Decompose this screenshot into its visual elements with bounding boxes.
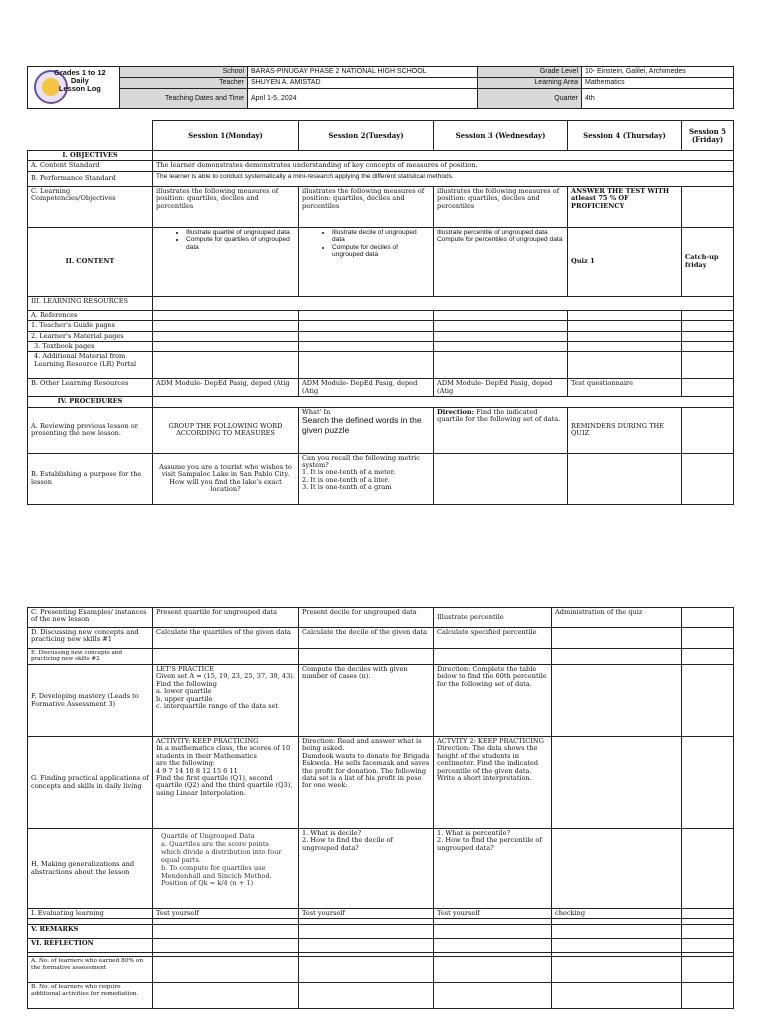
applications-session-1: ACTIVITY: KEEP PRACTICING In a mathematics class, the scores of 10 students in their Mathematics are the following: 4 9 7 14 10 8 12 15 6 11 Find the first quartile (Q1), second quartile (Q2) and the third quartile (Q3), using Linear Interpolation. [153, 737, 299, 829]
content-standard-text: The learner demonstrates demonstrates understanding of key concepts of measures of position. [153, 161, 734, 171]
discussing-1-label: D. Discussing new concepts and practicing new skills #1 [28, 628, 153, 649]
learning-area-value: Mathematics [582, 78, 734, 89]
other-resource-1: ADM Module- DepEd Pasig, deped (Atig [153, 379, 299, 397]
content-heading: II. CONTENT [28, 227, 153, 296]
textbook-label: 3. Textbook pages [28, 341, 153, 351]
learning-area-label: Learning Area [478, 78, 582, 89]
content-session-2 [299, 227, 434, 296]
lesson-table-bottom [27, 607, 734, 1009]
remarks-heading: V. REMARKS [28, 925, 153, 939]
resources-heading: III. LEARNING RESOURCES [28, 296, 153, 310]
review-3-text: Find the indicated quartile for the following set of data. [437, 407, 561, 423]
mastery-session-3: Direction: Complete the table below to find the 60th percentile for the following set of data. [434, 665, 552, 737]
grade-level-value: 10- Einstein, Galilei, Archimedes [582, 67, 734, 78]
evaluating-session-1: Test yourself [153, 909, 299, 919]
teacher-value: SHUYEN A. AMISTAD [248, 78, 478, 89]
evaluating-label: I. Evaluating learning [28, 909, 153, 919]
discussing-1-session-1: Calculate the quartiles of the given data [153, 628, 299, 649]
competency-session-4: ANSWER THE TEST WITH atleast 75 % OF PROFICIENCY [568, 186, 682, 227]
teachers-guide-label: 1. Teacher's Guide pages [28, 321, 153, 331]
review-2-text: Search the defined words in the given puzzle [302, 415, 422, 435]
discussing-1-session-2: Calculate the decile of the given data [299, 628, 434, 649]
objectives-heading: I. OBJECTIVES [28, 151, 153, 161]
dates-label: Teaching Dates and Time [120, 89, 248, 109]
school-value: BARAS-PINUGAY PHASE 2 NATIONAL HIGH SCHOOL [248, 67, 478, 78]
deped-logo [28, 67, 120, 109]
school-label: School [120, 67, 248, 78]
session-4-header: Session 4 (Thursday) [568, 121, 682, 151]
content-1-item: • Illustrate quartile of ungrouped data [186, 229, 295, 237]
evaluating-session-3: Test yourself [434, 909, 552, 919]
quartile-definition-image: Quartile of Ungrouped Data a. Quartiles are the score points which divide a distribution into four equal parts. b. To compute for quartiles use Mendenhall and Sincich Method. Position of Qk = k/4 (n + 1) [153, 829, 299, 909]
session-5-header: Session 5 (Friday) [682, 121, 734, 151]
reflection-a-label: A. No. of learners who earned 80% on the formative assessment [28, 957, 153, 983]
review-session-2 [299, 407, 434, 453]
content-2-item: • Compute for deciles of ungrouped data [332, 244, 430, 259]
competencies-label: C. Learning Competencies/Objectives [28, 186, 153, 227]
presenting-session-2: Present decile for ungrouped data [299, 608, 434, 628]
presenting-session-1: Present quartile for ungrouped data [153, 608, 299, 628]
references-label: A. References [28, 310, 153, 320]
quarter-value: 4th [582, 89, 734, 109]
purpose-session-2: Can you recall the following metric system? 1. It is one-tenth of a meter. 2. It is one-tenth of a liter. 3. It is one-tenth of a gram [299, 453, 434, 504]
competency-session-2: illustrates the following measures of position: quartiles, deciles and percentiles [299, 186, 434, 227]
applications-session-3: ACTVITY 2: KEEP PRACTICING Direction: The data shows the height of the students in centimeter. Find the indicated percentile of the given data. Write a short interpretation. [434, 737, 552, 829]
generalizations-session-2: 1. What is decile? 2. How to find the decile of ungrouped data? [299, 829, 434, 909]
other-resource-4: Test questionnaire [568, 379, 682, 397]
content-session-4: Quiz 1 [568, 227, 682, 296]
competency-session-1: illustrates the following measures of position: quartiles, deciles and percentiles [153, 186, 299, 227]
header-table [27, 66, 734, 109]
session-3-header: Session 3 (Wednesday) [434, 121, 568, 151]
dates-value: April 1-5, 2024 [248, 89, 478, 109]
discussing-2-label: E. Discussing new concepts and practicing new skills #2 [28, 649, 153, 665]
grade-level-label: Grade Level [478, 67, 582, 78]
presenting-session-3: Illustrate percentile [434, 608, 552, 628]
mastery-session-2: Compute the deciles with given number of cases (n). [299, 665, 434, 737]
evaluating-session-2: Test yourself [299, 909, 434, 919]
reflection-heading: VI. REFLECTION [28, 939, 153, 953]
other-resource-3: ADM Module- DepEd Pasig, deped (Atig [434, 379, 568, 397]
teacher-label: Teacher [120, 78, 248, 89]
evaluating-session-4: checking [552, 909, 682, 919]
procedures-heading: IV. PROCEDURES [28, 397, 153, 407]
generalizations-session-3: 1. What is percentile? 2. How to find the percentile of ungrouped data? [434, 829, 552, 909]
content-3-item: Compute for percentiles of ungrouped data [437, 236, 563, 244]
content-2-item: • Illustrate decile of ungrouped data [332, 229, 430, 244]
content-1-item: • Compute for quartiles of ungrouped data [186, 236, 295, 251]
generalizations-label: H. Making generalizations and abstractions about the lesson [28, 829, 153, 909]
content-standard-label: A. Content Standard [28, 161, 153, 171]
other-resources-label: B. Other Learning Resources [28, 379, 153, 397]
content-session-3 [434, 227, 568, 296]
logo-text: Grades 1 to 12 Daily Lesson Log [54, 68, 106, 93]
content-session-1 [153, 227, 299, 296]
presenting-session-4: Administration of the quiz [552, 608, 682, 628]
session-2-header: Session 2(Tuesday) [299, 121, 434, 151]
blank-header-cell [28, 121, 153, 151]
reviewing-label: A. Reviewing previous lesson or presenting the new lesson. [28, 407, 153, 453]
reflection-b-label: B. No. of learners who require additional activities for remediation. [28, 983, 153, 1009]
competency-session-3: illustrates the following measures of position: quartiles, deciles and percentiles [434, 186, 568, 227]
review-session-1: GROUP THE FOLLOWING WORD ACCORDING TO MEASURES [153, 407, 299, 453]
content-3-item: Illustrate percentile of ungrouped data [437, 228, 548, 236]
lesson-table-top [27, 120, 734, 505]
discussing-1-session-3: Calculate specified percentile [434, 628, 552, 649]
purpose-label: B. Establishing a purpose for the lesson [28, 453, 153, 504]
applications-session-2: Direction: Read and answer what is being asked. Damdeok wants to donate for Brigada Eskwela. He sells facemask and saves the profit for donation. The following data set is a list of his profit in peso for one week: [299, 737, 434, 829]
purpose-session-1: Assume you are a tourist who wishes to visit Sampaloc Lake in San Pablo City. How will you find the lake's exact location? [153, 453, 299, 504]
content-session-5: Catch-up friday [682, 227, 734, 296]
developing-mastery-label: F. Developing mastery (Leads to Formative Assessment 3) [28, 665, 153, 737]
additional-material-label: 4. Additional Material from Learning Resource (LR) Portal [28, 352, 153, 379]
presenting-examples-label: C. Presenting Examples/ instances of the new lesson [28, 608, 153, 628]
review-session-4: REMINDERS DURING THE QUIZ [568, 407, 682, 453]
performance-standard-label: B. Performance Standard [28, 171, 153, 186]
review-3-direction: Direction: [437, 407, 475, 416]
review-2-title: What' In [302, 407, 331, 416]
quarter-label: Quarter [478, 89, 582, 109]
mastery-session-1: LET'S PRACTICE Given set A = (15, 19, 23, 25, 37, 39, 43). Find the following a. lower quartile b. upper quartile c. interquartile range of the data set [153, 665, 299, 737]
learners-material-label: 2. Learner's Material pages [28, 331, 153, 341]
practical-applications-label: G. Finding practical applications of concepts and skills in daily living [28, 737, 153, 829]
performance-standard-text: The learner is able to conduct systematically a mini-research applying the different statistical methods. [153, 171, 734, 186]
session-1-header: Session 1(Monday) [153, 121, 299, 151]
other-resource-2: ADM Module- DepEd Pasig, deped (Atig [299, 379, 434, 397]
review-session-3 [434, 407, 568, 453]
